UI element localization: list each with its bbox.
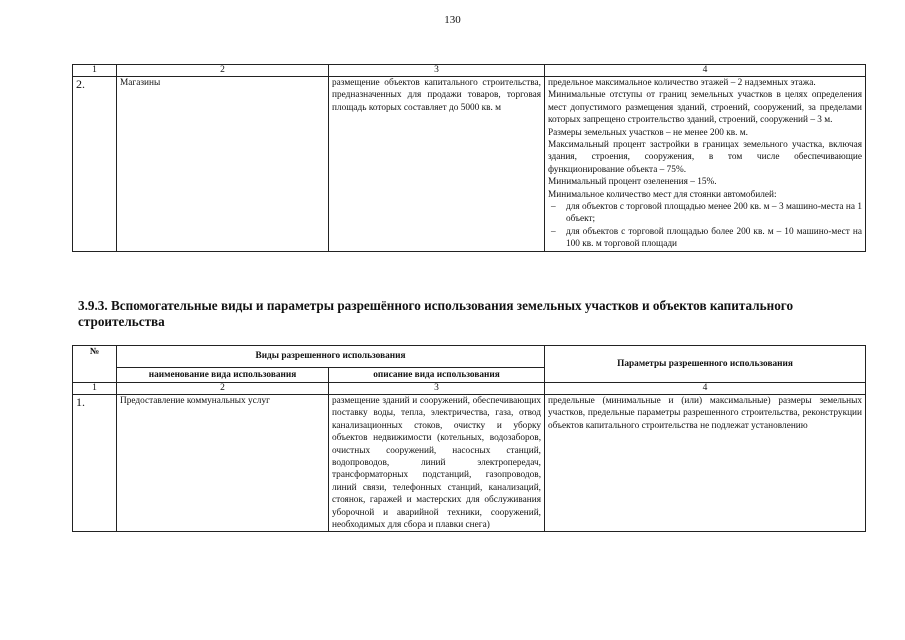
table-row	[73, 395, 866, 532]
column-number: 3	[329, 383, 545, 395]
column-number: 4	[545, 383, 866, 395]
column-number: 1	[73, 383, 117, 395]
parameter-line: Минимальное количество мест для стоянки автомобилей:	[548, 189, 777, 200]
column-number: 2	[117, 65, 329, 77]
column-number: 4	[545, 65, 866, 77]
zoning-table-main	[72, 64, 866, 252]
list-item: – для объектов с торговой площадью менее 200 кв. м – 3 машино-места на 1 объект;	[548, 201, 862, 226]
use-kind-name: Предоставление коммунальных услуг	[117, 395, 329, 532]
kinds-header: Виды разрешенного использования	[117, 346, 545, 368]
section-heading: 3.9.3. Вспомогательные виды и параметры разрешённого использования земельных участков и объектов капитального строительства	[78, 298, 794, 329]
use-kind-parameters: предельные (минимальные и (или) максимальные) размеры земельных участков, предельные параметры разрешенного строительства, реконструкции объектов капитального строительства не подлежат установлению	[545, 395, 866, 532]
use-kind-parameters	[545, 77, 866, 252]
parameter-line: Максимальный процент застройки в границах земельного участка, включая здания, строения, сооружения, в том числе обеспечивающие функционирование объекта – 75%.	[548, 140, 862, 175]
row-number: 1.	[73, 395, 117, 532]
use-kind-description: размещение зданий и сооружений, обеспечивающих поставку воды, тепла, электричества, газа, отвод канализационных стоков, очистку и уборку объектов недвижимости (котельных, водозаборов, очистных сооружений, насосных станций, водопроводов, линий электропередач, трансформаторных подстанций, газопроводов, линий связи, телефонных станций, канализаций, стоянок, гаражей и мастерских для обслуживания уборочной и аварийной техники, сооружений, необходимых для сбора и плавки снега)	[329, 395, 545, 532]
parameter-line: предельное максимальное количество этажей – 2 надземных этажа.	[548, 78, 816, 88]
parameter-line: Минимальные отступы от границ земельных участков в целях определения мест допустимого размещения зданий, строений, сооружений, за пределами которых запрещено строительство зданий, строений, сооружений – 3 м.	[548, 90, 862, 126]
header-row	[73, 346, 866, 368]
column-number: 1	[73, 65, 117, 77]
parameter-line: Минимальный процент озеленения – 15%.	[548, 177, 717, 188]
desc-col-header: описание вида использования	[329, 367, 545, 382]
use-kind-description: размещение объектов капитального строительства, предназначенных для продажи товаров, торговая площадь которых составляет до 5000 кв. м	[329, 77, 545, 252]
column-number-row	[73, 65, 866, 77]
number-header: №	[73, 346, 117, 383]
list-item: – для объектов с торговой площадью более 200 кв. м – 10 машино-мест на 100 кв. м торговой площади	[548, 226, 862, 251]
column-number: 3	[329, 65, 545, 77]
parking-list	[548, 201, 862, 251]
column-number: 2	[117, 383, 329, 395]
use-kind-name: Магазины	[117, 77, 329, 252]
zoning-table-auxiliary	[72, 345, 866, 532]
params-header: Параметры разрешенного использования	[545, 346, 866, 383]
parameter-line: Размеры земельных участков – не менее 200 кв. м.	[548, 127, 748, 138]
name-col-header: наименование вида использования	[117, 367, 329, 382]
table-row	[73, 77, 866, 252]
page-number: 130	[444, 14, 461, 26]
row-number: 2.	[73, 77, 117, 252]
column-number-row	[73, 383, 866, 395]
